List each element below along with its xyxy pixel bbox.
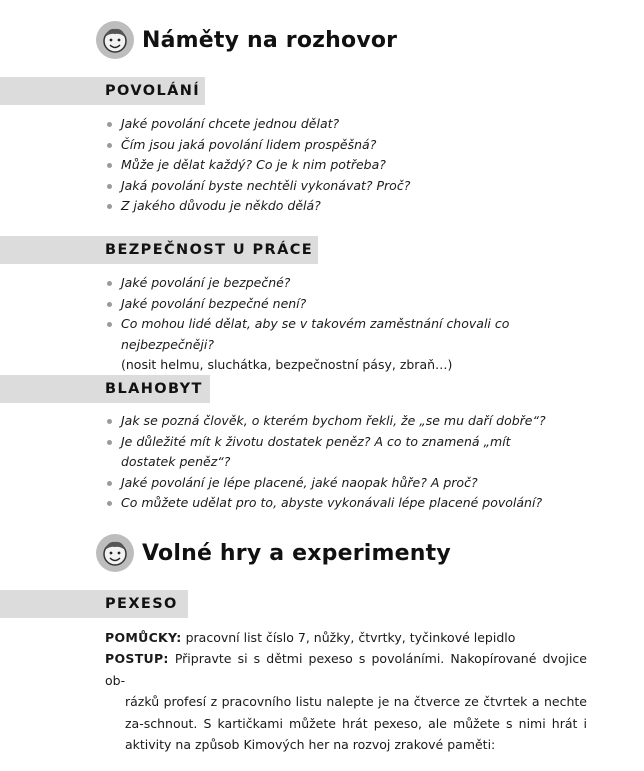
child-face-icon — [96, 534, 134, 572]
subsection-header-bezpecnost — [0, 236, 318, 264]
postup-label: POSTUP: — [105, 651, 169, 666]
list-item-text: Co mohou lidé dělat, aby se v takovém zaměstnání chovali co nejbezpečněji? — [121, 316, 510, 352]
list-item: Jaké povolání je lépe placené, jaké naopak hůře? A proč? — [105, 473, 590, 494]
postup-text-first: Připravte si s dětmi pexeso s povoláními. Nakopírované dvojice ob- — [105, 651, 587, 688]
section-title: Náměty na rozhovor — [142, 27, 398, 53]
subsection-heading: BEZPEČNOST U PRÁCE — [105, 242, 314, 258]
list-item: Jaké povolání bezpečné není? — [105, 294, 590, 315]
subsection-header-blahobyt — [0, 375, 210, 403]
list-item: Jaké povolání chcete jednou dělat? — [105, 114, 590, 135]
subsection-header-pexeso — [0, 590, 188, 618]
postup-text-rest: rázků profesí z pracovního listu nalepte je na čtverce ze čtvrtek a nechte za-schnout. S kartičkami můžete hrát pexeso, ale můžete s nimi hrát i aktivity na způsob Kimových her na rozvoj zrakové paměti: — [125, 694, 587, 752]
list-item: Co můžete udělat pro to, abyste vykonávali lépe placené povolání? — [105, 493, 590, 514]
pomucky-paragraph — [105, 627, 587, 649]
list-item — [105, 314, 590, 376]
list-item: Je důležité mít k životu dostatek peněz? A co to znamená „mít dostatek peněz“? — [105, 432, 590, 473]
pomucky-label: POMŮCKY: — [105, 630, 182, 645]
list-item: Jaké povolání je bezpečné? — [105, 273, 590, 294]
list-item-note: (nosit helmu, sluchátka, bezpečnostní pásy, zbraň…) — [121, 357, 453, 372]
question-list-blahobyt — [105, 411, 590, 514]
child-face-icon — [96, 21, 134, 59]
subsection-heading: PEXESO — [105, 596, 178, 612]
subsection-heading: BLAHOBYT — [105, 381, 203, 397]
list-item: Z jakého důvodu je někdo dělá? — [105, 196, 590, 217]
list-item: Jaká povolání byste nechtěli vykonávat? Proč? — [105, 176, 590, 197]
postup-paragraph — [105, 648, 587, 756]
question-list-bezpecnost — [105, 273, 590, 376]
section-title: Volné hry a experimenty — [142, 540, 451, 566]
subsection-header-povolani — [0, 77, 205, 105]
section-title-volne-hry — [96, 533, 451, 573]
subsection-heading: POVOLÁNÍ — [105, 83, 201, 99]
list-item: Čím jsou jaká povolání lidem prospěšná? — [105, 135, 590, 156]
pomucky-text: pracovní list číslo 7, nůžky, čtvrtky, tyčinkové lepidlo — [185, 630, 516, 645]
section-title-namety — [96, 20, 397, 60]
list-item: Jak se pozná člověk, o kterém bychom řekli, že „se mu daří dobře“? — [105, 411, 590, 432]
list-item: Může je dělat každý? Co je k nim potřeba? — [105, 155, 590, 176]
question-list-povolani — [105, 114, 590, 217]
postup-first-line — [105, 648, 587, 691]
